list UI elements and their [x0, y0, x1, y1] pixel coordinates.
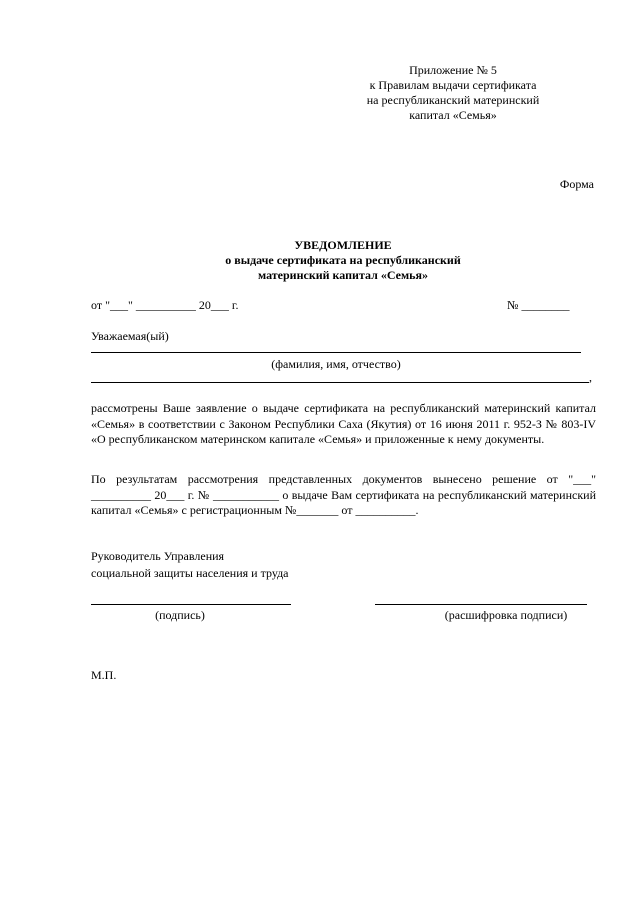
decryption-rule: [375, 604, 587, 605]
title-line-2: о выдаче сертификата на республиканский: [225, 253, 461, 267]
fio-caption: (фамилия, имя, отчество): [271, 357, 401, 371]
title-line-1: УВЕДОМЛЕНИЕ: [294, 238, 392, 252]
date-line: от "___" __________ 20___ г.: [91, 298, 239, 312]
paragraph-decision: По результатам рассмотрения представленных документов вынесено решение от "___" __________ 20___ г. № ___________ о выдаче Вам сертификата на республиканский материнский капитал «Семья» с регистрационным №_______ от __________.: [91, 472, 596, 517]
head-line-2: социальной защиты населения и труда: [91, 566, 289, 580]
appendix-line-4: капитал «Семья»: [409, 108, 497, 122]
document-title: [150, 238, 536, 283]
trailing-comma: ,: [589, 370, 592, 384]
head-line-1: Руководитель Управления: [91, 549, 225, 563]
head-signatory: [91, 548, 289, 582]
appendix-line-2: к Правилам выдачи сертификата: [369, 78, 537, 92]
paragraph-review: рассмотрены Ваше заявление о выдаче сертификата на республиканский материнский капитал «Семья» в соответствии с Законом Республики Саха (Якутия) от 16 июня 2011 г. 952-З № 803-IV «О республиканском материнском капитале «Семья» и приложенные к нему документы.: [91, 401, 596, 446]
fio-rule-2: [91, 382, 589, 383]
form-label: Форма: [559, 177, 594, 191]
title-line-3: материнский капитал «Семья»: [257, 268, 428, 282]
decryption-caption: (расшифровка подписи): [444, 608, 568, 622]
number-line: № ________: [507, 298, 570, 312]
appendix-line-3: на республиканский материнский: [366, 93, 540, 107]
appendix-block: [340, 63, 566, 123]
fio-rule: [91, 352, 581, 353]
signature-caption: (подпись): [155, 608, 205, 622]
appendix-line-1: Приложение № 5: [409, 63, 497, 77]
stamp-placeholder: М.П.: [91, 668, 117, 682]
greeting: Уважаемая(ый): [91, 329, 169, 343]
signature-rule: [91, 604, 291, 605]
